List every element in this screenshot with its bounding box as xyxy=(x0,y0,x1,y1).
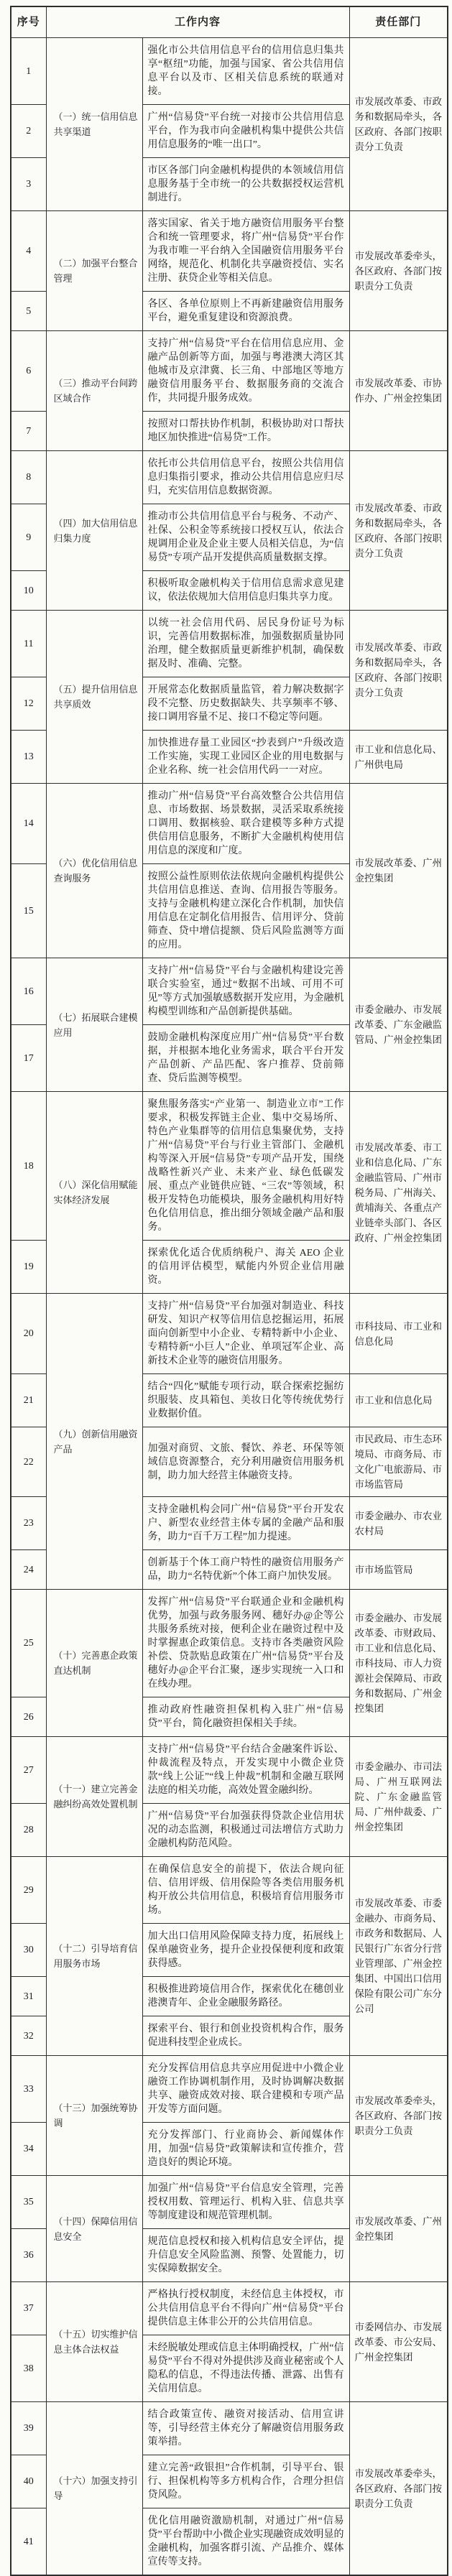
table-row xyxy=(11,211,448,292)
row-number-cell: 19 xyxy=(11,1241,46,1294)
row-number-cell: 18 xyxy=(11,1092,46,1241)
category-cell: （二）加强平台整合管理 xyxy=(46,211,142,331)
table-row xyxy=(11,611,448,677)
work-content-cell: 各区、各单位原则上不再新建融资信用服务平台，避免重复建设和资源浪费。 xyxy=(142,292,349,331)
row-number-cell: 25 xyxy=(11,1590,46,1697)
row-number-cell: 28 xyxy=(11,1804,46,1857)
work-content-cell: 聚焦服务落实“产业第一、制造业立市”工作要求，积极发挥链主企业、集中交易场所、特色产业集群等的信用信息集聚优势，支持广州“信易贷”平台与行业主管部门、金融机构等深入开展“信易贷”专项产品开发，围绕战略性新兴产业、未来产业、绿色低碳发展、重点产业链供应链、“三农”等领域，积极开发特色功能模块，服务金融机构用好特色化信用信息，推出细分领域金融产品和服务。 xyxy=(142,1092,349,1241)
category-cell: （三）推动平台间跨区域合作 xyxy=(46,331,142,451)
work-content-cell: 支持广州“信易贷”平台与金融机构建设完善联合实验室，通过“数据不出域、可用不可见”等方式加强敏感数据开发应用，为金融机构模型训练和产品创新提供基础。 xyxy=(142,958,349,1025)
row-number-cell: 8 xyxy=(11,451,46,504)
dept-cell: 市发展改革委、市政务和数据局牵头，各区政府、各部门按职责分工负责 xyxy=(349,611,448,731)
work-content-cell: 依托市公共信用信息平台，按照公共信用信息归集指引要求，推动公共信用信息应归尽归，充实信用信息数据资源。 xyxy=(142,451,349,504)
dept-cell: 市发展改革委、市工业和信息化局、广东金融监管局、广州市税务局、广州海关、黄埔海关、各重点产业链牵头部门、各区政府、广州金控集团 xyxy=(349,1092,448,1294)
row-number-cell: 7 xyxy=(11,412,46,451)
row-number-cell: 13 xyxy=(11,731,46,784)
work-content-cell: 加大出口信用风险保障支持力度，拓展线上保单融资业务，提升企业投保便利度和政策获得感。 xyxy=(142,1924,349,1977)
category-cell: （七）拓展联合建模应用 xyxy=(46,958,142,1092)
category-cell: （五）提升信用信息共享质效 xyxy=(46,611,142,784)
dept-cell: 市发展改革委牵头，各区政府、各部门按职责分工负责 xyxy=(349,2056,448,2176)
work-content-cell: 加快推进存量工业园区“抄表到户”升级改造工作实施，实现工业园区企业的用电数据与企业名称、统一社会信用代码一一对应。 xyxy=(142,731,349,784)
category-cell: （四）加大信用信息归集力度 xyxy=(46,451,142,611)
row-number-cell: 33 xyxy=(11,2056,46,2123)
row-number-cell: 3 xyxy=(11,158,46,211)
work-content-cell: 落实国家、省关于地方融资信用服务平台整合和统一管理要求，将广州“信易贷”平台作为我市唯一平台纳入全国融资信用服务平台网络，规范化、机制化共享融资授信、实名注册、获贷企业等相关信息。 xyxy=(142,211,349,292)
work-content-cell: 探索优化适合优质纳税户、海关 AEO 企业的信用评估模型，赋能内外贸企业信用融资。 xyxy=(142,1241,349,1294)
row-number-cell: 6 xyxy=(11,331,46,412)
row-number-cell: 12 xyxy=(11,677,46,731)
work-content-cell: 推动广州“信易贷”平台高效整合公共信用信息、市场数据、场景数据，灵活采取系统接口调用、数据核验、联合建模等多种方式提供信用信息服务，不断扩大金融机构使用信用信息的深度和广度。 xyxy=(142,784,349,864)
work-content-cell: 规范信息授权和接入机构信息安全评估，提升信息安全风险监测、预警、处置能力，切实保障数据安全。 xyxy=(142,2229,349,2282)
work-content-cell: 按照对口帮扶协作机制，积极协助对口帮扶地区加快推进“信易贷”工作。 xyxy=(142,412,349,451)
row-number-cell: 5 xyxy=(11,292,46,331)
work-content-cell: 建立完善“政银担”合作机制，引导平台、银行、担保机构等多方机构合作，合理分担信贷风险。 xyxy=(142,2455,349,2508)
row-number-cell: 22 xyxy=(11,1427,46,1497)
work-content-cell: 支持金融机构会同广州“信易贷”平台开发农户、新型农业经营主体专属的金融产品和服务，助力“百千万工程”加力提速。 xyxy=(142,1497,349,1550)
dept-cell: 市发展改革委、市政务和数据局牵头，各区政府、各部门按职责分工负责 xyxy=(349,451,448,611)
work-content-cell: 结合“四化”赋能专项行动，联合探索挖掘纺织服装、皮具箱包、美妆日化等传统优势行业数据价值。 xyxy=(142,1374,349,1427)
work-content-cell: 推动政府性融资担保机构入驻广州“信易贷”平台，简化融资担保相关手续。 xyxy=(142,1697,349,1737)
dept-cell: 市发展改革委、市协作办、广州金控集团 xyxy=(349,331,448,451)
table-row xyxy=(11,958,448,1025)
header-content: 工作内容 xyxy=(46,6,349,38)
category-cell: （十）完善惠企政策直达机制 xyxy=(46,1590,142,1737)
dept-cell: 市委金融办、市发展改革委、广东金融监管局、广州金控集团 xyxy=(349,958,448,1092)
row-number-cell: 37 xyxy=(11,2282,46,2335)
row-number-cell: 31 xyxy=(11,1977,46,2016)
row-number-cell: 38 xyxy=(11,2335,46,2402)
dept-cell: 市民政局、市生态环境局、市商务局、市文化广电旅游局、市市场监管局 xyxy=(349,1427,448,1497)
row-number-cell: 34 xyxy=(11,2123,46,2176)
row-number-cell: 10 xyxy=(11,571,46,611)
work-content-cell: 探索平台、银行和创业投资机构合作，服务促进科技型企业成长。 xyxy=(142,2016,349,2056)
work-content-cell: 鼓励金融机构深度应用广州“信易贷”平台数据，并根据本地化业务需求，联合平台开发产品创新、产品匹配、客户推荐、贷前筛查、贷后监测等模型。 xyxy=(142,1025,349,1092)
work-content-cell: 发挥广州“信易贷”平台联通企业和金融机构优势，加强与政务服务网、穗好办@企等公共服务系统对接，便利企业在融资过程中及时掌握惠企政策信息。支持市各类融资风险补偿、贷款贴息政策在广州“信易贷”平台及穗好办@企平台汇聚，逐步实现统一入口和在线办理。 xyxy=(142,1590,349,1697)
work-content-cell: 按照公益性原则依法依规向金融机构提供公共信用信息推送、查询、信用报告等服务。支持与金融机构建立深化合作机制，加快信用信息在定制化信用报告、信用评分、贷前筛查、贷中增信提额、贷后风险监测等方面的应用。 xyxy=(142,864,349,958)
row-number-cell: 40 xyxy=(11,2455,46,2508)
row-number-cell: 9 xyxy=(11,504,46,571)
row-number-cell: 21 xyxy=(11,1374,46,1427)
row-number-cell: 24 xyxy=(11,1550,46,1590)
row-number-cell: 16 xyxy=(11,958,46,1025)
work-content-cell: 推动市公共信用信息平台与税务、不动产、社保、公积金等系统接口授权互认，依法合规调用企业及企业主要人员相关信息，为“信易贷”专项产品开发提供高质量数据支撑。 xyxy=(142,504,349,571)
work-content-cell: 积极推进跨境信用合作，探索优化在穗创业港澳青年、企业金融服务路径。 xyxy=(142,1977,349,2016)
header-no: 序号 xyxy=(11,6,46,38)
row-number-cell: 17 xyxy=(11,1025,46,1092)
row-number-cell: 30 xyxy=(11,1924,46,1977)
table-row xyxy=(11,2056,448,2123)
dept-cell: 市委网信办、市发展改革委、市公安局、广州金控集团 xyxy=(349,2282,448,2402)
table-row xyxy=(11,1590,448,1697)
work-content-cell: 在确保信息安全的前提下，依法合规向征信、信用评级、信用保险等各类信用服务机构开放公共信用信息，积极培育信用服务市场。 xyxy=(142,1857,349,1924)
table-row xyxy=(11,451,448,504)
work-content-cell: 广州“信易贷”平台加强获得贷款企业信用状况的动态监测，积极通过司法增信方式助力金融机构防范风险。 xyxy=(142,1804,349,1857)
dept-cell: 市发展改革委、市委金融办、市商务局、市政务和数据局、人民银行广东省分行营业管理部、广州金控集团、中国出口信用保险有限公司广东分公司 xyxy=(349,1857,448,2056)
row-number-cell: 20 xyxy=(11,1294,46,1374)
category-cell: （六）优化信用信息查询服务 xyxy=(46,784,142,958)
row-number-cell: 23 xyxy=(11,1497,46,1550)
category-cell: （一）统一信用信息共享渠道 xyxy=(46,38,142,211)
work-content-cell: 充分发挥部门、行业商协会、新闻媒体作用，加强“信易贷”政策解读和宣传推介，营造良好的舆论环境。 xyxy=(142,2123,349,2176)
row-number-cell: 36 xyxy=(11,2229,46,2282)
dept-cell: 市发展改革委、广州金控集团 xyxy=(349,784,448,958)
category-cell: （十四）保障信用信息安全 xyxy=(46,2176,142,2282)
row-number-cell: 32 xyxy=(11,2016,46,2056)
category-cell: （十一）建立完善金融纠纷高效处置机制 xyxy=(46,1737,142,1857)
row-number-cell: 14 xyxy=(11,784,46,864)
row-number-cell: 26 xyxy=(11,1697,46,1737)
table-row xyxy=(11,38,448,105)
row-number-cell: 39 xyxy=(11,2402,46,2455)
dept-cell: 市发展改革委牵头，各区政府、各部门按职责分工负责 xyxy=(349,211,448,331)
row-number-cell: 27 xyxy=(11,1737,46,1804)
table-row xyxy=(11,784,448,864)
row-number-cell: 1 xyxy=(11,38,46,105)
category-cell: （十五）切实维护信息主体合法权益 xyxy=(46,2282,142,2402)
dept-cell: 市发展改革委、广州金控集团 xyxy=(349,2176,448,2282)
dept-cell: 市工业和信息化局、广州供电局 xyxy=(349,731,448,784)
row-number-cell: 35 xyxy=(11,2176,46,2229)
work-content-cell: 开展常态化数据质量监管，着力解决数据字段不完整、历史数据缺失、共享频率不够、接口调用容量不足、接口不稳定等问题。 xyxy=(142,677,349,731)
work-content-cell: 以统一社会信用代码、居民身份证号为标识，完善信用数据标准，加强数据质量协同治理，健全数据质量更新维护机制，确保数据及时、准确、完整。 xyxy=(142,611,349,677)
work-content-cell: 支持广州“信易贷”平台结合金融案件诉讼、仲裁流程及特点，开发实现中小微企业贷款“线上公证”“线上仲裁”机制和金融互联网法庭的相关功能，高效处置金融纠纷。 xyxy=(142,1737,349,1804)
category-cell: （十二）引导培育信用服务市场 xyxy=(46,1857,142,2056)
category-cell: （十六）加强支持引导 xyxy=(46,2402,142,2576)
row-number-cell: 4 xyxy=(11,211,46,292)
header-dept: 责任部门 xyxy=(349,6,448,38)
dept-cell: 市委金融办、市农业农村局 xyxy=(349,1497,448,1550)
work-content-cell: 结合政策宣传、融资对接活动、信用宣讲等，引导经营主体充分了解融资信用服务政策举措。 xyxy=(142,2402,349,2455)
dept-cell: 市市场监管局 xyxy=(349,1550,448,1590)
work-content-cell: 支持广州“信易贷”平台加强对制造业、科技研发、知识产权等信用信息挖掘运用，拓展面向创新型中小企业、专精特新中小企业、专精特新“小巨人”企业、单项冠军企业、高新技术企业等的融资信用服务。 xyxy=(142,1294,349,1374)
dept-cell: 市发展改革委、市政务和数据局牵头，各区政府、各部门按职责分工负责 xyxy=(349,38,448,211)
dept-cell: 市科技局、市工业和信息化局 xyxy=(349,1294,448,1374)
table-row xyxy=(11,1092,448,1241)
category-cell: （十三）加强统筹协调 xyxy=(46,2056,142,2176)
work-content-cell: 充分发挥信用信息共享应用促进中小微企业融资工作协调机制作用，及时协调解决数据共享、融资成效对接、联合建模和专项产品开发等方面问题。 xyxy=(142,2056,349,2123)
dept-cell: 市委金融办、市发展改革委、市财政局、市工业和信息化局、市科技局、市人力资源社会保障局、市政务和数据局、广州金控集团 xyxy=(349,1590,448,1737)
category-cell: （八）深化信用赋能实体经济发展 xyxy=(46,1092,142,1294)
work-plan-table xyxy=(10,6,448,2576)
table-row xyxy=(11,2282,448,2335)
work-content-cell: 未经脱敏处理或信息主体明确授权，广州“信易贷”平台不得对外提供涉及商业秘密或个人隐私的信息，不得违法传播、泄露、出售有关信用信息。 xyxy=(142,2335,349,2402)
row-number-cell: 11 xyxy=(11,611,46,677)
table-row xyxy=(11,2176,448,2229)
work-content-cell: 强化市公共信用信息平台的信用信息归集共享“枢纽”功能，加强与国家、省公共信用信息平台以及市、区相关信息系统的联通对接。 xyxy=(142,38,349,105)
header-row xyxy=(11,6,448,38)
work-content-cell: 积极听取金融机构关于信用信息需求意见建议，依法依规加大信用信息归集共享力度。 xyxy=(142,571,349,611)
work-content-cell: 严格执行授权制度，未经信息主体授权，市公共信用信息平台不得向广州“信易贷”平台提供信息主体非公开的公共信用信息。 xyxy=(142,2282,349,2335)
dept-cell: 市发展改革委牵头，各区政府、各部门按职责分工负责 xyxy=(349,2402,448,2576)
table-row xyxy=(11,1737,448,1804)
table-row xyxy=(11,1294,448,1374)
dept-cell: 市委金融办、市司法局、广州互联网法院、广东金融监管局、广州仲裁委、广州金控集团 xyxy=(349,1737,448,1857)
table-row xyxy=(11,1857,448,1924)
work-content-cell: 创新基于个体工商户特性的融资信用服务产品，助力“名特优新”个体工商户加快发展。 xyxy=(142,1550,349,1590)
work-content-cell: 优化信用融资激励机制，对通过广州“信易贷”平台帮助中小微企业实现融资成效明显的金融机构，加强客群引流、产品推介、媒体宣传等支持。 xyxy=(142,2508,349,2576)
work-content-cell: 加强对商贸、文旅、餐饮、养老、环保等领域信息资源整合，充分利用融资信用服务机制，助力加大经营主体融资支持。 xyxy=(142,1427,349,1497)
row-number-cell: 15 xyxy=(11,864,46,958)
work-content-cell: 加强广州“信易贷”平台信息安全管理，完善授权用数、管理运行、机构入驻、信息共享等制度建设和规范管理机制。 xyxy=(142,2176,349,2229)
work-content-cell: 广州“信易贷”平台统一对接市公共信用信息平台，作为我市向金融机构集中提供公共信用信息服务的“唯一出口”。 xyxy=(142,105,349,158)
row-number-cell: 41 xyxy=(11,2508,46,2576)
row-number-cell: 29 xyxy=(11,1857,46,1924)
work-content-cell: 市区各部门向金融机构提供的本领域信用信息服务基于全市统一的公共数据授权运营机制进行。 xyxy=(142,158,349,211)
table-row xyxy=(11,2402,448,2455)
category-cell: （九）创新信用融资产品 xyxy=(46,1294,142,1590)
row-number-cell: 2 xyxy=(11,105,46,158)
table-row xyxy=(11,331,448,412)
dept-cell: 市工业和信息化局 xyxy=(349,1374,448,1427)
work-content-cell: 支持广州“信易贷”平台在信用信息应用、金融产品创新等方面，加强与粤港澳大湾区其他城市及京津冀、长三角、中部地区等地方融资信用服务平台、数据服务商的交流合作，共同提升服务成效。 xyxy=(142,331,349,412)
